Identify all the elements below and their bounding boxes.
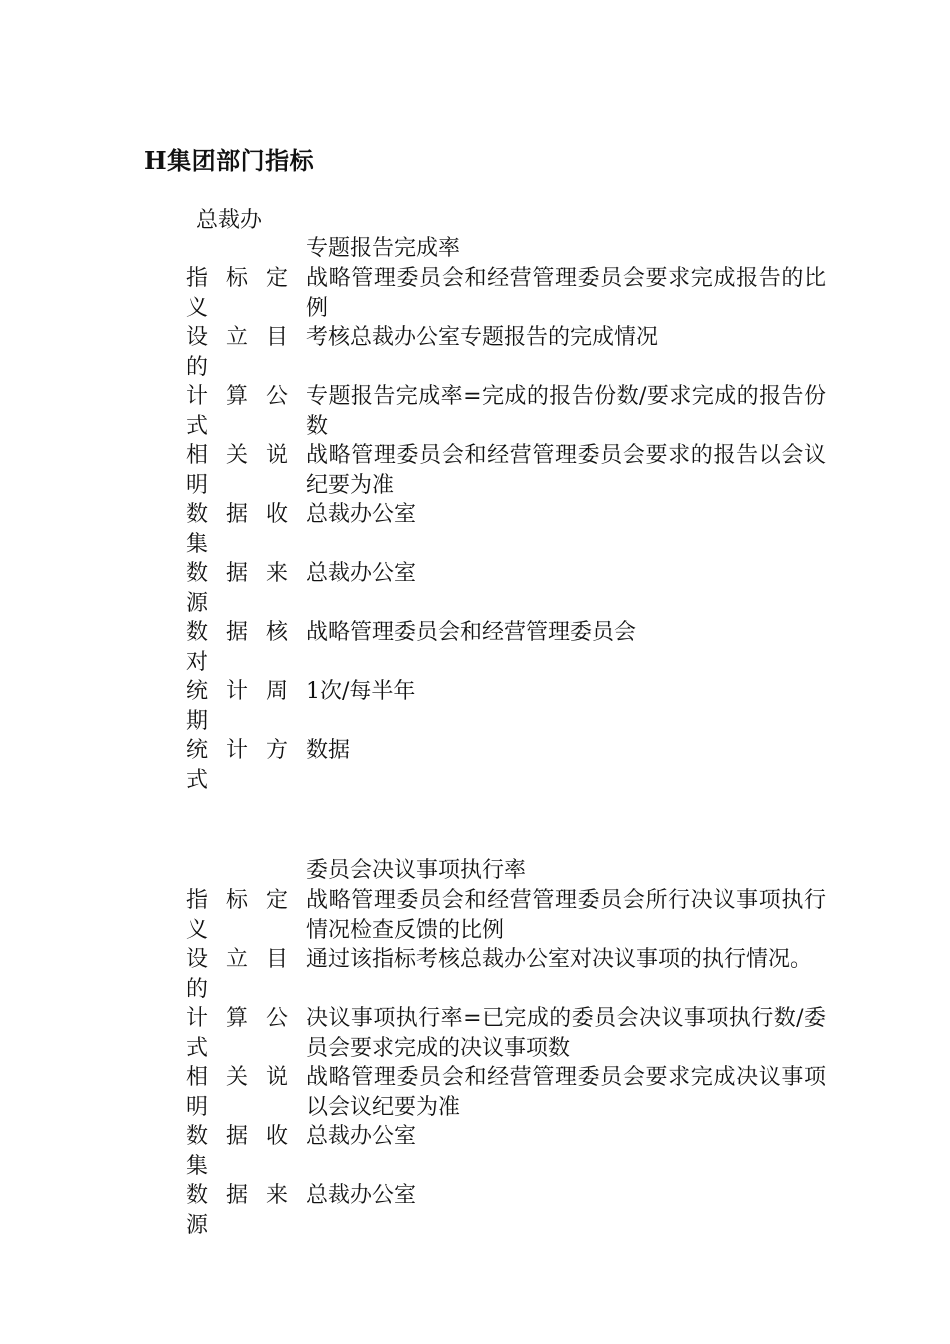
row-label: 计 算 公 式 [186, 384, 288, 439]
row-label: 数 据 核 对 [186, 620, 288, 675]
row-label: 计 算 公 式 [186, 1006, 288, 1061]
row-label: 相 关 说 明 [186, 443, 288, 498]
row-spacer [288, 1063, 306, 1122]
row-value: 战略管理委员会和经营管理委员会要求的报告以会议纪要为准 [306, 443, 826, 498]
indicator-row [186, 1004, 826, 1063]
row-spacer [288, 1004, 306, 1063]
document-title: H集团部门指标 [144, 146, 315, 175]
row-label: 设 立 目 的 [186, 947, 288, 1002]
indicator-row [186, 441, 826, 500]
indicator-row [186, 677, 826, 736]
indicator-block [186, 234, 826, 795]
row-value: 考核总裁办公室专题报告的完成情况 [306, 325, 659, 350]
row-value: 战略管理委员会和经营管理委员会 [306, 620, 637, 645]
row-label: 数 据 来 源 [186, 1183, 288, 1238]
row-label: 统 计 方 式 [186, 738, 288, 793]
row-value: 战略管理委员会和经营管理委员会要求完成报告的比例 [306, 266, 826, 321]
row-label: 数 据 来 源 [186, 561, 288, 616]
indicator-row [186, 264, 826, 323]
row-spacer [288, 1181, 306, 1240]
row-label: 统 计 周 期 [186, 679, 288, 734]
row-spacer [288, 886, 306, 945]
indicator-row [186, 382, 826, 441]
indicator-row [186, 1063, 826, 1122]
row-spacer [288, 1122, 306, 1181]
indicator-row [186, 736, 826, 795]
row-label: 数 据 收 集 [186, 502, 288, 557]
indicator-row [186, 323, 826, 382]
row-value: 1次/每半年 [306, 679, 416, 704]
indicator-name: 专题报告完成率 [306, 236, 461, 261]
row-value: 总裁办公室 [306, 502, 417, 527]
indicator-row [186, 945, 826, 1004]
row-spacer [288, 441, 306, 500]
department-name: 总裁办 [196, 208, 263, 233]
indicator-row [186, 618, 826, 677]
row-value: 战略管理委员会和经营管理委员会要求完成决议事项以会议纪要为准 [306, 1065, 826, 1120]
row-spacer [288, 264, 306, 323]
indicator-block [186, 856, 826, 1240]
indicator-name: 委员会决议事项执行率 [306, 858, 527, 883]
indicator-row [186, 1122, 826, 1181]
row-value: 决议事项执行率=已完成的委员会决议事项执行数/委员会要求完成的决议事项数 [306, 1006, 826, 1061]
row-value: 总裁办公室 [306, 1183, 417, 1208]
row-spacer [288, 945, 306, 1004]
row-label: 指 标 定 义 [186, 266, 288, 321]
row-spacer [288, 618, 306, 677]
row-value: 战略管理委员会和经营管理委员会所行决议事项执行情况检查反馈的比例 [306, 888, 826, 943]
indicator-row [186, 886, 826, 945]
row-value: 总裁办公室 [306, 1124, 417, 1149]
row-spacer [288, 736, 306, 795]
row-value: 数据 [306, 738, 351, 763]
row-spacer [288, 677, 306, 736]
row-value: 通过该指标考核总裁办公室对决议事项的执行情况。 [306, 947, 813, 972]
indicator-row [186, 500, 826, 559]
row-spacer [288, 500, 306, 559]
row-label: 数 据 收 集 [186, 1124, 288, 1179]
row-spacer [288, 323, 306, 382]
indicator-rows [186, 886, 826, 1240]
indicator-rows [186, 264, 826, 795]
row-spacer [288, 382, 306, 441]
row-value: 专题报告完成率=完成的报告份数/要求完成的报告份数 [306, 384, 826, 439]
indicator-row [186, 559, 826, 618]
row-label: 指 标 定 义 [186, 888, 288, 943]
row-label: 设 立 目 的 [186, 325, 288, 380]
row-value: 总裁办公室 [306, 561, 417, 586]
row-spacer [288, 559, 306, 618]
row-label: 相 关 说 明 [186, 1065, 288, 1120]
indicator-row [186, 1181, 826, 1240]
